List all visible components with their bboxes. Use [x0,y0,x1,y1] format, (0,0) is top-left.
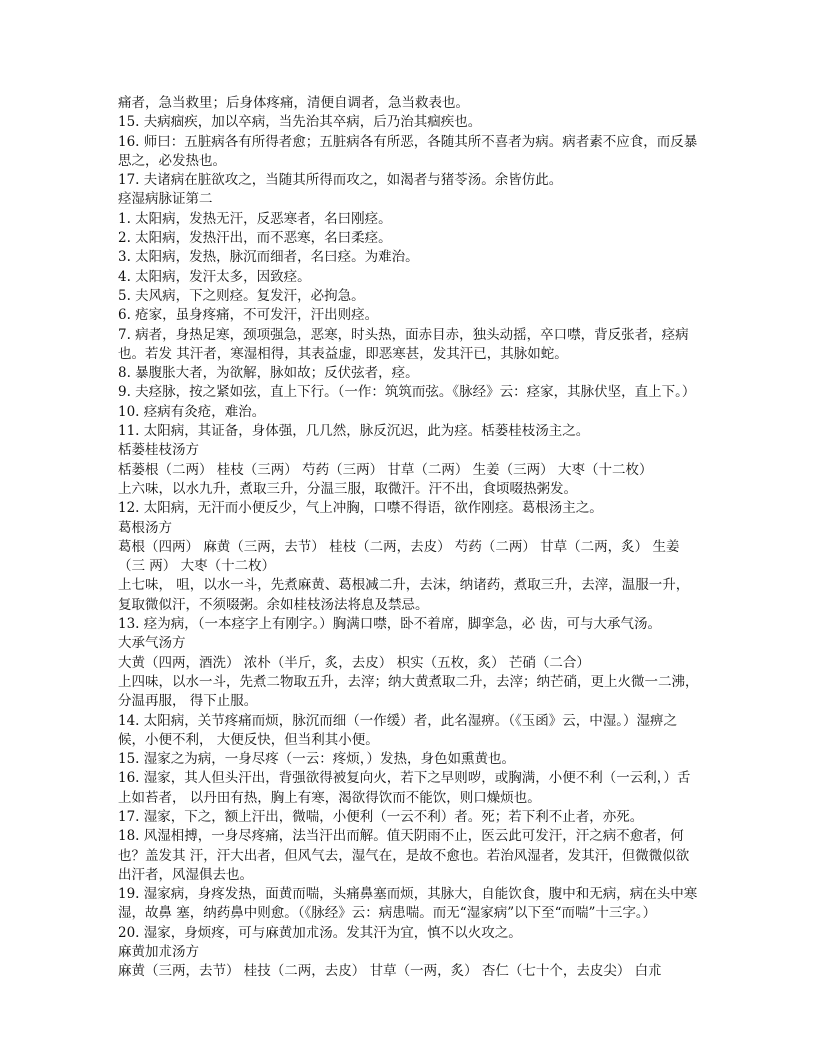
formula-heading: 葛根汤方 [118,519,172,536]
text-line: 15. 夫病痼疾，加以卒病，当先治其卒病，后乃治其痼疾也。 [118,114,482,131]
text-line: 3. 太阳病，发热，脉沉而细者，名曰痉。为难治。 [118,249,419,266]
text-line: 14. 太阳病，关节疼痛而烦，脉沉而细（一作缓）者，此名湿痹。（《玉函》云，中湿。）湿痹之候，小便不利， 大便反快，但当利其小便。 [118,712,678,748]
text-line: 16. 师曰：五脏病各有所得者愈；五脏病各有所恶，各随其所不喜者为病。病者素不应食，而反暴思之，必发热也。 [118,133,698,169]
text-line: 8. 暴腹胀大者，为欲解，脉如故；反伏弦者，痉。 [118,365,419,382]
text-line: 2. 太阳病，发热汗出，而不恶寒，名曰柔痉。 [118,230,392,247]
text-line: 10. 痉病有灸疮，难治。 [118,403,266,420]
text-line: 17. 夫诸病在脏欲攻之，当随其所得而攻之，如渴者与猪苓汤。余皆仿此。 [118,172,563,189]
text-line: 上六味，以水九升，煮取三升，分温三服，取微汗。汗不出，食顷啜热粥发。 [118,480,577,497]
ingredients-line: 大黄（四两，酒洗） 浓朴（半斤，炙，去皮） 枳实（五枚，炙） 芒硝（二合） [118,654,590,671]
text-line: 痛者，急当救里；后身体疼痛，清便自调者，急当救表也。 [118,95,469,111]
text-line: 6. 疮家，虽身疼痛，不可发汗，汗出则痉。 [118,307,379,324]
text-line: 16. 湿家，其人但头汗出，背强欲得被复向火，若下之早则哕，或胸满，小便不利（一云利，）舌上如苔者， 以丹田有热，胸上有寒，渴欲得饮而不能饮，则口燥烦也。 [118,770,691,806]
text-line: 5. 夫风病，下之则痉。复发汗，必拘急。 [118,287,365,304]
formula-heading: 大承气汤方 [118,635,186,652]
text-line: 13. 痉为病，（一本痉字上有刚字。）胸满口噤，卧不着席，脚挛急，必 齿，可与大承气汤。 [118,616,662,633]
text-line: 11. 太阳病，其证备，身体强，几几然，脉反沉迟，此为痉。栝蒌桂枝汤主之。 [118,423,590,440]
document-page [118,94,702,982]
text-line: 上四味，以水一斗，先煮二物取五升，去滓；纳大黄煮取二升，去滓；纳芒硝，更上火微一二沸，分温再服， 得下止服。 [118,673,699,710]
text-line: 18. 风湿相搏，一身尽疼痛，法当汗出而解。值天阴雨不止，医云此可发汗，汗之病不愈者，何也？盖发其 汗，汗大出者，但风气去，湿气在，是故不愈也。若治风湿者，发其汗，但微微似欲出汗者，风湿俱去也。 [118,828,690,883]
text-line: 4. 太阳病，发汗太多，因致痉。 [118,268,311,285]
text-line: 17. 湿家，下之，额上汗出，微喘，小便利（一云不利）者。死；若下利不止者，亦死。 [118,808,644,825]
formula-heading: 栝蒌桂枝汤方 [118,442,199,459]
text-line: 9. 夫痉脉，按之紧如弦，直上下行。（一作：筑筑而弦。《脉经》云：痉家，其脉伏坚，直上下。） [118,384,696,401]
text-line: 上七味， 咀，以水一斗，先煮麻黄、葛根减二升，去沫，纳诸药，煮取三升，去滓，温服一升，复取微似汗，不须啜粥。余如桂枝汤法将息及禁忌。 [118,577,690,613]
text-line: 15. 湿家之为病，一身尽疼（一云：疼烦，）发热，身色如熏黄也。 [118,751,516,768]
text-line: 1. 太阳病，发热无汗，反恶寒者，名曰刚痉。 [118,210,392,227]
text-line: 19. 湿家病，身疼发热，面黄而喘，头痛鼻塞而烦，其脉大，自能饮食，腹中和无病，病在头中寒湿，故鼻 塞，纳药鼻中则愈。（《脉经》云：病患喘。而无“湿家病”以下至“而喘”十三字。） [118,886,698,922]
section-heading: 痉湿病脉证第二 [118,191,213,208]
text-line: 20. 湿家，身烦疼，可与麻黄加朮汤。发其汗为宜，慎不以火攻之。 [118,924,522,941]
formula-heading: 麻黄加朮汤方 [118,944,199,961]
ingredients-line: 葛根（四两） 麻黄（三两，去节） 桂枝（二两，去皮） 芍药（二两） 甘草（二两，炙） 生姜（三 两） 大枣（十二枚） [118,538,680,575]
text-line: 7. 病者，身热足寒，颈项强急，恶寒，时头热，面赤目赤，独头动摇，卒口噤，背反张者，痉病也。若发 其汗者，寒湿相得，其表益虚，即恶寒甚，发其汗已，其脉如蛇。 [118,326,689,362]
ingredients-line: 麻黄（三两，去节） 桂技（二两，去皮） 甘草（一两，炙） 杏仁（七十个，去皮尖） 白朮 [118,963,662,980]
ingredients-line: 栝蒌根（二两） 桂枝（三两） 芍药（三两） 甘草（二两） 生姜（三两） 大枣（十二枚） [118,461,653,478]
text-line: 12. 太阳病，无汗而小便反少，气上冲胸，口噤不得语，欲作刚痉。葛根汤主之。 [118,500,603,517]
